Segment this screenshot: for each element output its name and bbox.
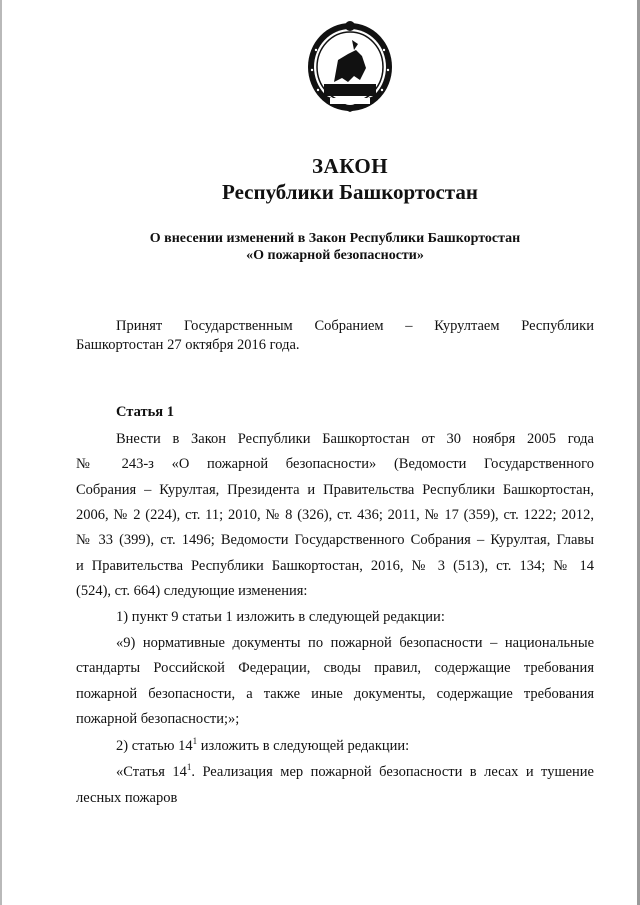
superscript-index: 1 <box>192 736 198 746</box>
item1-quote-line: «9) нормативные документы по пожарной безопасности – национальные <box>116 635 594 651</box>
article-body-line: и Правительства Республики Башкортостан, 2016, № 3 (513), ст. 134; № 14 <box>76 558 594 574</box>
item2-intro <box>116 737 409 755</box>
item1-quote-line: пожарной безопасности, а также иные документы, содержащие требования <box>76 686 594 702</box>
item2-intro-text-rest: изложить в следующей редакции: <box>197 738 410 754</box>
law-subject-line1: О внесении изменений в Закон Республики Башкортостан <box>149 231 521 246</box>
law-republic: Республики Башкортостан <box>222 180 478 204</box>
law-title: ЗАКОН <box>311 154 389 178</box>
item1-quote-line: пожарной безопасности;»; <box>76 711 240 727</box>
item2-quote-line <box>116 763 594 781</box>
superscript-index: 1 <box>186 762 192 772</box>
item1-quote-line: стандарты Российской Федерации, своды правил, содержащие требования <box>76 660 594 676</box>
item2-quote-text: «Статья 14 <box>116 764 187 780</box>
article-heading: Статья 1 <box>116 404 174 420</box>
law-subject-line2: «О пожарной безопасности» <box>246 248 424 263</box>
item1-intro: 1) пункт 9 статьи 1 изложить в следующей редакции: <box>116 609 445 625</box>
scan-left-edge <box>0 0 2 905</box>
item2-quote-line2: лесных пожаров <box>76 790 178 806</box>
article-body-line: № 33 (399), ст. 1496; Ведомости Государственного Собрания – Курултая, Главы <box>76 532 594 548</box>
item2-intro-text: 2) статью 14 <box>116 738 193 754</box>
adoption-line2: Башкортостан 27 октября 2016 года. <box>76 337 300 353</box>
article-body-line: (524), ст. 664) следующие изменения: <box>76 583 308 599</box>
article-body-line: № 243-з «О пожарной безопасности» (Ведомости Государственного <box>76 456 594 472</box>
coat-of-arms-emblem <box>304 20 396 120</box>
item2-quote-text-rest: . Реализация мер пожарной безопасности в лесах и тушение <box>191 764 594 780</box>
article-body-line: Внести в Закон Республики Башкортостан от 30 ноября 2005 года <box>116 431 594 447</box>
article-body-line: 2006, № 2 (224), ст. 11; 2010, № 8 (326), ст. 436; 2011, № 17 (359), ст. 1222; 2012, <box>76 507 594 523</box>
adoption-line1: Принят Государственным Собранием – Курултаем Республики <box>116 318 594 334</box>
article-body-line: Собрания – Курултая, Президента и Правительства Республики Башкортостан, <box>76 482 594 498</box>
